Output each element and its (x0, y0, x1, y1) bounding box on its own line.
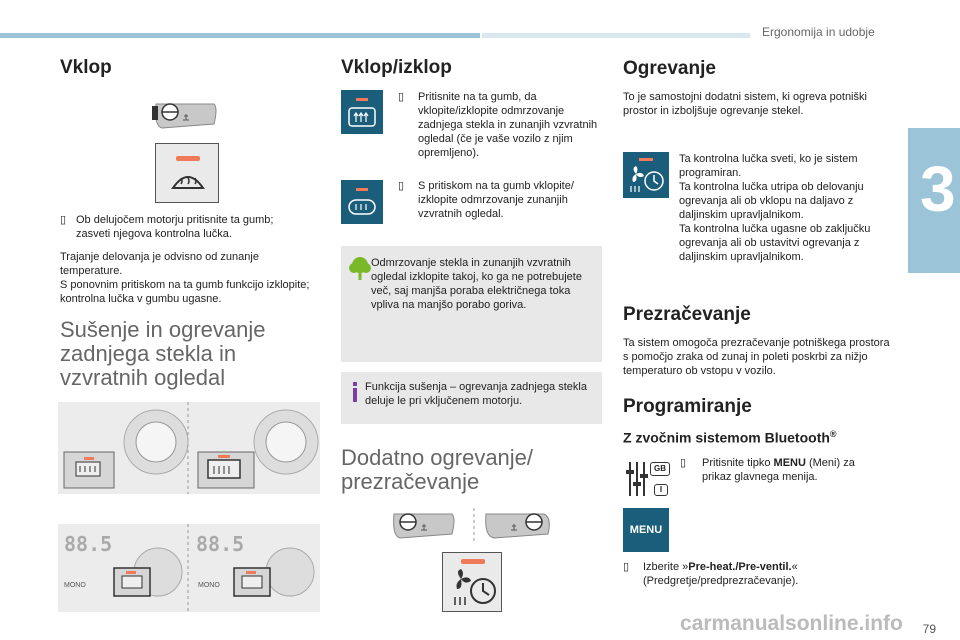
indicator-lamp (356, 188, 368, 191)
rear-defrost-button-icon (341, 90, 383, 134)
col3-para2: Ta sistem omogoča prezračevanje potniškega prostora s pomočjo zraka od zunaj in poleti poskrbi za nižjo temperaturo ob vstopu v vozilo. (623, 337, 890, 377)
language-selector-icon (626, 460, 672, 500)
col1-bullet1-text: Ob delujočem motorju pritisnite ta gumb; zasveti njegova kontrolna lučka. (76, 214, 274, 240)
preheat-lamp-icon (623, 152, 669, 198)
eco-note-box (341, 246, 602, 362)
page-number: 79 (922, 622, 936, 636)
bullet-marker: ▯ (623, 561, 630, 573)
info-icon-dot (353, 382, 357, 386)
chapter-number: 3 (920, 153, 956, 225)
section-title-susenje (60, 318, 320, 390)
watermark: carmanualsonline.info (680, 612, 903, 635)
subtitle-text: Z zvočnim sistemom Bluetooth (623, 429, 830, 446)
header-bar (0, 33, 480, 38)
dashboard-panel-lower (58, 524, 320, 612)
chapter-tab (908, 128, 960, 273)
indicator-lamp (356, 98, 368, 101)
bullet1-pre: Pritisnite tipko (702, 457, 774, 469)
mirrors-icon (390, 508, 570, 542)
col2-bullet1-text: Pritisnite na ta gumb, da vklopite/izklopite odmrzovanje zadnjega stekla in zunanjih vzvratnih ogledal (če je vaše vozilo z njim opremljeno). (418, 91, 598, 159)
bullet2-post: « (Predgretje/predprezračevanje). (643, 561, 799, 587)
bullet-marker: ▯ (398, 180, 405, 192)
title-prezracevanje: Prezračevanje (623, 304, 751, 325)
col1-para1: Trajanje delovanja je odvisno od zunanje temperature. (60, 251, 259, 277)
section-title-line: zadnjega stekla in (60, 341, 237, 366)
rear-window-defrost-icon (347, 106, 377, 128)
mirror-icon (152, 98, 220, 132)
lamp-text-off: Ta kontrolna lučka ugasne ob zaključku ogrevanja ali ob ustavitvi ogrevanja z daljinskim upravljalnikom. (679, 223, 871, 263)
section-title-line: Sušenje in ogrevanje (60, 317, 266, 342)
indicator-lamp (461, 559, 485, 564)
fan-timer-icon-white (626, 164, 666, 194)
bullet-marker: ▯ (60, 214, 67, 226)
preheat-button-icon (442, 552, 502, 612)
col3-bullet1 (680, 456, 880, 484)
dashboard-panel-upper (58, 402, 320, 494)
info-note-text: Funkcija sušenja – ogrevanja zadnjega stekla deluje le pri vključenem motorju. (365, 381, 587, 407)
lamp-text-programmed: Ta kontrolna lučka sveti, ko je sistem programiran. (679, 153, 858, 179)
subtitle-bluetooth (623, 429, 837, 446)
mirror-defrost-button-icon (341, 180, 383, 224)
col3-lamp-texts (679, 152, 889, 264)
section-header: Ergonomija in udobje (762, 25, 875, 39)
front-defrost-button-icon (155, 143, 219, 203)
indicator-lamp (176, 156, 200, 161)
section-title-line: Dodatno ogrevanje/ (341, 445, 534, 470)
indicator-lamp (639, 158, 653, 161)
col3-bullet2 (623, 560, 883, 588)
bullet1-post: (Meni) za prikaz glavnega menija. (702, 457, 855, 483)
bullet-marker: ▯ (680, 457, 687, 469)
i-label: I (654, 484, 668, 496)
col1-bullet1 (60, 213, 310, 241)
section-title-line: prezračevanje (341, 469, 480, 494)
title-programiranje: Programiranje (623, 396, 752, 417)
registered-mark: ® (829, 429, 837, 439)
mono-label-left: MONO (64, 582, 86, 589)
col2-bullet2 (398, 179, 598, 221)
eco-note-text: Odmrzovanje stekla in zunanjih vzvratnih ogledal izklopite takoj, ko ga ne potrebujete več, saj manjša poraba električnega toka vpliva na manjšo porabo goriva. (371, 257, 582, 311)
title-ogrevanje: Ogrevanje (623, 58, 716, 79)
radio-display-right: 88.5 (196, 532, 245, 556)
title-vklop-izklop: Vklop/izklop (341, 57, 452, 78)
lamp-text-flashing: Ta kontrolna lučka utripa ob delovanju ogrevanja ali ob vklopu na daljavo z daljinskim upravljalnikom. (679, 181, 864, 221)
mono-label-right: MONO (198, 582, 220, 589)
bullet2-bold: Pre-heat./Pre-ventil. (688, 561, 792, 573)
bullet-marker: ▯ (398, 91, 405, 103)
col2-bullet2-text: S pritiskom na ta gumb vklopite/ izklopite odmrzovanje zunanjih vzvratnih ogledal. (418, 180, 574, 220)
info-note-box (341, 372, 602, 424)
gb-label: GB (650, 462, 670, 476)
eco-tree-icon (349, 256, 371, 280)
title-vklop: Vklop (60, 57, 112, 78)
windshield-defrost-icon (170, 168, 206, 194)
mirror-defrost-icon (347, 196, 377, 218)
section-title-dodatno (341, 446, 601, 494)
menu-button[interactable]: MENU (623, 508, 669, 552)
info-icon (353, 388, 357, 402)
slider-icon (626, 460, 648, 498)
fan-timer-icon (449, 567, 497, 607)
radio-display-left: 88.5 (64, 532, 113, 556)
bullet2-pre: Izberite » (643, 561, 689, 573)
bullet1-bold: MENU (773, 457, 806, 469)
section-title-line: vzvratnih ogledal (60, 365, 226, 390)
col1-para2: S ponovnim pritiskom na ta gumb funkcijo izklopite; kontrolna lučka v gumbu ugasne. (60, 279, 310, 305)
dashboard-panel-drawing (58, 402, 320, 494)
header-bar-light (482, 33, 750, 38)
col2-bullet1 (398, 90, 598, 160)
col3-para1: To je samostojni dodatni sistem, ki ogreva potniški prostor in izboljšuje ogrevanje stekel. (623, 91, 867, 117)
